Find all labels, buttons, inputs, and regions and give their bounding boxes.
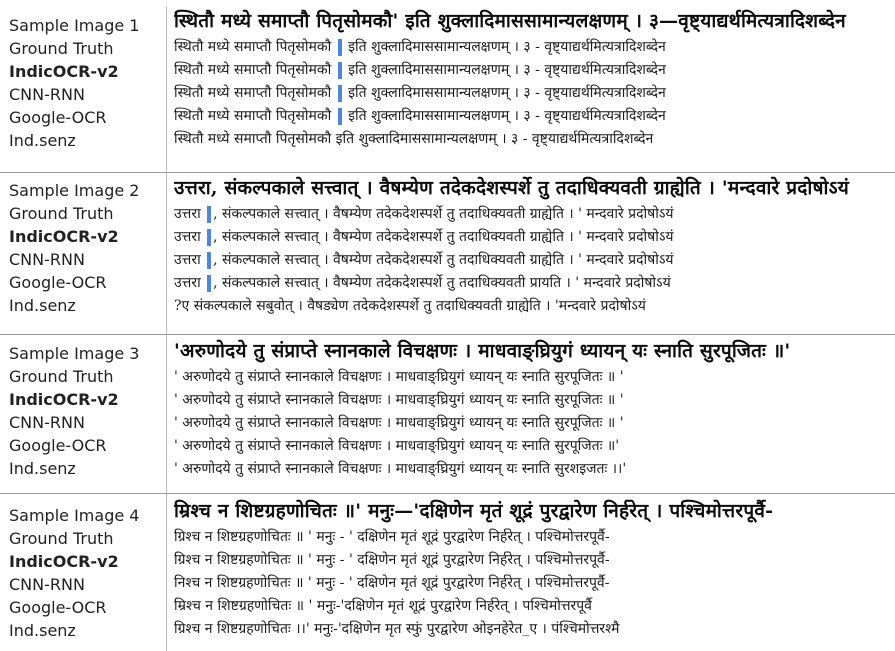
row-label-google-ocr: Google-OCR xyxy=(9,436,107,455)
insertion-marker xyxy=(207,206,211,223)
row-label-indsenz: Ind.senz xyxy=(9,621,76,640)
sample-content xyxy=(174,336,892,481)
row-label-indicocr: IndicOCR-v2 xyxy=(9,552,119,571)
row-label-ground-truth: Ground Truth xyxy=(9,204,114,223)
scanned-line-image: उत्तरा, संकल्पकाले सत्त्वात् । वैषम्येण तदेकदेशस्पर्शे तु तदाधिक्यवती ग्राह्येति । 'मन्दवारे प्रदोषोऽयं xyxy=(174,177,849,199)
row-label-cnn-rnn: CNN-RNN xyxy=(9,575,85,594)
ocr-row-cnn-rnn: ' अरुणोदये तु संप्राप्ते स्नानकाले विचक्षणः । माधवाङ्घ्रियुगं ध्यायन् यः स्नाति सुरपूजितः ॥ ' xyxy=(174,415,624,431)
column-divider xyxy=(166,6,167,651)
insertion-marker xyxy=(207,229,211,246)
sample-title: Sample Image 3 xyxy=(9,344,140,363)
ocr-row-ground-truth: ग्रिश्च न शिष्टग्रहणोचितः ॥ ' मनुः - ' दक्षिणेन मृतं शूद्रं पुरद्वारेण निर्हरेत् । पश्चिमोत्तरपूर्वै- xyxy=(174,529,610,545)
ocr-row-indsenz: ' अरुणोदये तु संप्राप्ते स्नानकाले विचक्षणः । माधवाङ्घ्रियुगं ध्यायन् यः स्नाति सुरशइजतः ।।' xyxy=(174,461,627,477)
insertion-marker xyxy=(338,108,342,125)
row-label-indicocr: IndicOCR-v2 xyxy=(9,227,119,246)
sample-content xyxy=(174,173,892,318)
scanned-line-image: म्रिश्च न शिष्टग्रहणोचितः ॥' मनुः—'दक्षिणेन मृतं शूद्रं पुरद्वारेण निर्हरेत् । पश्चिमोत्तरपूर्वै- xyxy=(174,500,774,522)
row-label-ground-truth: Ground Truth xyxy=(9,529,114,548)
sample-content xyxy=(174,496,892,641)
row-label-indicocr: IndicOCR-v2 xyxy=(9,390,119,409)
ocr-row-ground-truth: उत्तरा , संकल्पकाले सत्त्वात् । वैषम्येण तदेकदेशस्पर्शे तु तदाधिक्यवती ग्राह्येति । ' मन्दवारे प्रदोषोऽयं xyxy=(174,206,674,222)
row-label-ground-truth: Ground Truth xyxy=(9,367,114,386)
row-label-google-ocr: Google-OCR xyxy=(9,598,107,617)
sample-content xyxy=(174,6,892,151)
ocr-row-cnn-rnn: निश्च न शिष्टग्रहणोचितः ॥ ' मनुः - ' दक्षिणेन मृतं शूद्रं पुरद्वारेण निर्हरेत् । पश्चिमोत्तरपूर्वै- xyxy=(174,575,610,591)
insertion-marker xyxy=(338,39,342,56)
ocr-row-cnn-rnn: उत्तरा , संकल्पकाले सत्त्वात् । वैषम्येण तदेकदेशस्पर्शे तु तदाधिक्यवती ग्राह्येति । ' मन्दवारे प्रदोषोऽयं xyxy=(174,252,674,268)
sample-divider xyxy=(0,334,895,335)
row-label-google-ocr: Google-OCR xyxy=(9,108,107,127)
insertion-marker xyxy=(207,275,211,292)
row-label-indsenz: Ind.senz xyxy=(9,131,76,150)
sample-labels xyxy=(9,14,159,152)
scanned-line-image: 'अरुणोदये तु संप्राप्ते स्नानकाले विचक्षणः । माधवाङ्घ्रियुगं ध्यायन् यः स्नाति सुरपूजितः ॥' xyxy=(174,340,791,362)
ocr-row-cnn-rnn: स्थितौ मध्ये समाप्तौ पितृसोमकौ इति शुक्लादिमाससामान्यलक्षणम् । ३ - वृष्ट्याद्यर्थमित्यत्रादिशब्देन xyxy=(174,85,666,101)
row-label-indicocr: IndicOCR-v2 xyxy=(9,62,119,81)
insertion-marker xyxy=(338,62,342,79)
insertion-marker xyxy=(207,252,211,269)
sample-labels xyxy=(9,342,159,480)
ocr-row-google-ocr: ' अरुणोदये तु संप्राप्ते स्नानकाले विचक्षणः । माधवाङ्घ्रियुगं ध्यायन् यः स्नाति सुरपूजितः ॥' xyxy=(174,438,620,454)
ocr-row-indicocr: स्थितौ मध्ये समाप्तौ पितृसोमकौ इति शुक्लादिमाससामान्यलक्षणम् । ३ - वृष्ट्याद्यर्थमित्यत्रादिशब्देन xyxy=(174,62,666,78)
sample-labels xyxy=(9,179,159,317)
row-label-cnn-rnn: CNN-RNN xyxy=(9,413,85,432)
scanned-line-image: स्थितौ मध्ये समाप्तौ पितृसोमकौ' इति शुक्लादिमाससामान्यलक्षणम् । ३—वृष्ट्याद्यर्थमित्यत्रादिशब्देन xyxy=(174,10,846,32)
row-label-cnn-rnn: CNN-RNN xyxy=(9,250,85,269)
ocr-row-ground-truth: स्थितौ मध्ये समाप्तौ पितृसोमकौ इति शुक्लादिमाससामान्यलक्षणम् । ३ - वृष्ट्याद्यर्थमित्यत्रादिशब्देन xyxy=(174,39,666,55)
ocr-row-indicocr: उत्तरा , संकल्पकाले सत्त्वात् । वैषम्येण तदेकदेशस्पर्शे तु तदाधिक्यवती ग्राह्येति । ' मन्दवारे प्रदोषोऽयं xyxy=(174,229,674,245)
ocr-row-indicocr: ग्रिश्च न शिष्टग्रहणोचितः ॥ ' मनुः - ' दक्षिणेन मृतं शूद्रं पुरद्वारेण निर्हरेत् । पश्चिमोत्तरपूर्वै- xyxy=(174,552,610,568)
ocr-row-indsenz: ग्रिश्च न शिष्टग्रहणोचितः ।।' मनुः-'दक्षिणेन मृत स्फुं पुरद्वारेण ओइनहेरेत_ए । पंश्चिमोत्तरश्मै xyxy=(174,621,620,637)
sample-divider xyxy=(0,493,895,494)
insertion-marker xyxy=(338,85,342,102)
ocr-row-google-ocr: उत्तरा , संकल्पकाले सत्त्वात् । वैषम्येण तदेकदेशस्पर्शे तु तदाधिक्यवती प्रायति । ' मन्दवारे प्रदोषोऽयं xyxy=(174,275,671,291)
sample-title: Sample Image 2 xyxy=(9,181,140,200)
sample-title: Sample Image 1 xyxy=(9,16,140,35)
sample-labels xyxy=(9,504,159,642)
ocr-row-google-ocr: स्थितौ मध्ये समाप्तौ पितृसोमकौ इति शुक्लादिमाससामान्यलक्षणम् । ३ - वृष्ट्याद्यर्थमित्यत्रादिशब्देन xyxy=(174,108,666,124)
ocr-row-indsenz: ?ए संकल्पकाले सबुवोत् । वैषड्येण तदेकदेशस्पर्शे तु तदाधिक्यवती ग्राह्येति । 'मन्दवारे प्रदोषोऽयं xyxy=(174,298,646,314)
row-label-indsenz: Ind.senz xyxy=(9,459,76,478)
row-label-indsenz: Ind.senz xyxy=(9,296,76,315)
sample-title: Sample Image 4 xyxy=(9,506,140,525)
row-label-google-ocr: Google-OCR xyxy=(9,273,107,292)
row-label-ground-truth: Ground Truth xyxy=(9,39,114,58)
ocr-row-ground-truth: ' अरुणोदये तु संप्राप्ते स्नानकाले विचक्षणः । माधवाङ्घ्रियुगं ध्यायन् यः स्नाति सुरपूजितः ॥ ' xyxy=(174,369,624,385)
ocr-row-indsenz: स्थितौ मध्ये समाप्तौ पितृसोमकौ इति शुक्लादिमाससामान्यलक्षणम् । ३ - वृष्ट्याद्यर्थमित्यत्रादिशब्देन xyxy=(174,131,654,147)
row-label-cnn-rnn: CNN-RNN xyxy=(9,85,85,104)
ocr-row-google-ocr: म्रिश्च न शिष्टग्रहणोचितः ॥ ' मनुः-'दक्षिणेन मृतं शूद्रं पुरद्वारेण निर्हरेत् । पश्चिमोत्तरपूर्वै xyxy=(174,598,592,614)
ocr-row-indicocr: ' अरुणोदये तु संप्राप्ते स्नानकाले विचक्षणः । माधवाङ्घ्रियुगं ध्यायन् यः स्नाति सुरपूजितः ॥ ' xyxy=(174,392,624,408)
